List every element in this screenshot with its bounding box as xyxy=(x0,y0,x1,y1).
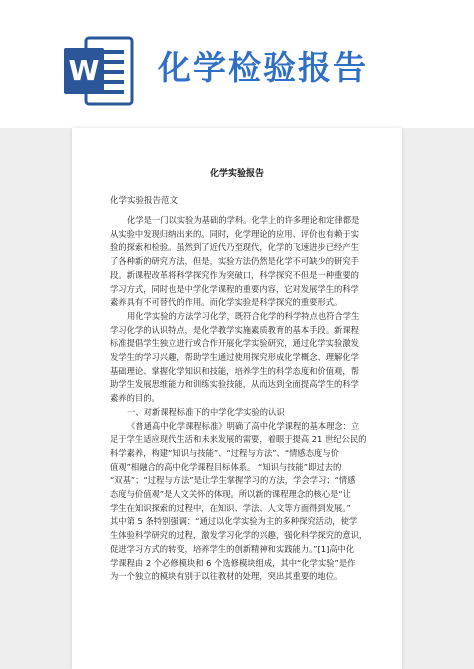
document-body xyxy=(110,214,376,584)
text-line: 《普通高中化学课程标准》明确了高中化学课程的基本理念：立 xyxy=(127,420,360,431)
text-line: 基础理论、掌握化学知识和技能，培养学生的科学态度和价值观，帮 xyxy=(110,365,359,376)
text-line: 为一个独立的模块有别于以往教材的处理，突出其重要的地位。 xyxy=(110,571,343,582)
paragraph-2-cont xyxy=(110,324,376,406)
word-document-icon xyxy=(64,34,134,108)
text-line: 学生在知识探索的过程中，在知识、学法、人文等方面得到发展。” xyxy=(110,502,351,513)
text-line: 学习方式，同时也是中学化学课程的重要内容，它对发展学生的科学 xyxy=(110,283,359,294)
text-line: 科学素养，构建“知识与技能”、“过程与方法”、“情感态度与价 xyxy=(110,447,339,458)
text-line: 值观”相融合的高中化学课程目标体系。 “知识与技能”即过去的 xyxy=(110,461,342,472)
document-title: 化学实验报告 xyxy=(209,169,264,179)
section-heading-text: 一、对新课程标准下的中学化学实验的认识 xyxy=(127,406,285,417)
text-line: 发学生的学习兴趣，帮助学生通过使用探究形成化学概念、理解化学 xyxy=(110,352,359,363)
text-line: 态度与价值观”是人文关怀的体现。所以新的课程理念的核心是“让 xyxy=(110,489,351,500)
word-icon-letter: W xyxy=(68,54,100,87)
text-line: 足于学生适应现代生活和未来发展的需要，着眼于提高 21 世纪公民的 xyxy=(110,434,367,445)
banner-title: 化学检验报告 xyxy=(158,48,368,87)
text-line: 标准提倡学生独立进行或合作开展化学实验研究，通过化学实验激发 xyxy=(110,338,359,349)
text-line: 促进学习方式的转变，培养学生的创新精神和实践能力。”[1]高中化 xyxy=(110,543,355,554)
paragraph-1 xyxy=(110,214,376,228)
text-line: 素养具有不可替代的作用。而化学实验是科学探究的重要形式。 xyxy=(110,297,343,308)
text-line: 段。新课程改革将科学探究作为突破口，科学探究不但是一种重要的 xyxy=(110,269,359,280)
text-line: 其中第 5 条特别强调：“通过以化学实验为主的多种探究活动，使学 xyxy=(110,516,358,527)
text-line: 了各种新的研究方法，但是，实验方法仍然是化学不可缺少的研究手 xyxy=(110,256,359,267)
paragraph-2 xyxy=(110,310,376,324)
paragraph-3-cont xyxy=(110,433,376,584)
text-line: 用化学实验的方法学习化学，既符合化学的科学特点也符合学生 xyxy=(127,310,360,321)
document-page xyxy=(72,128,402,669)
text-line: 验的探索和检验。虽然到了近代乃至现代，化学的飞速进步已经产生 xyxy=(110,242,359,253)
text-line: 素养的目的。 xyxy=(110,393,160,404)
section-heading xyxy=(110,406,376,420)
text-line: 学课程由 2 个必修模块和 6 个选修模块组成，其中“化学实验”是作 xyxy=(110,557,356,568)
text-line: 化学是一门以实验为基础的学科。化学上的许多理论和定律都是 xyxy=(127,215,360,225)
paragraph-1-cont xyxy=(110,228,376,310)
text-line: 学习化学的认识特点，是化学教学实施素质教育的基本手段。新课程 xyxy=(110,324,359,335)
text-line: 从实验中发现归纳出来的。同时，化学理论的应用、评价也有赖于实 xyxy=(110,228,359,239)
document-preview-area xyxy=(0,128,474,669)
document-subtitle: 化学实验报告范文 xyxy=(110,196,179,206)
text-line: “双基”；“过程与方法”是让学生掌握学习的方法，学会学习；“情感 xyxy=(110,475,356,486)
header-banner xyxy=(0,0,474,128)
text-line: 生体验科学研究的过程，激发学习化学的兴趣，强化科学探究的意识， xyxy=(110,530,368,541)
text-line: 助学生发展思维能力和训练实验技能，从而达到全面提高学生的科学 xyxy=(110,379,359,390)
paragraph-3 xyxy=(110,420,376,434)
